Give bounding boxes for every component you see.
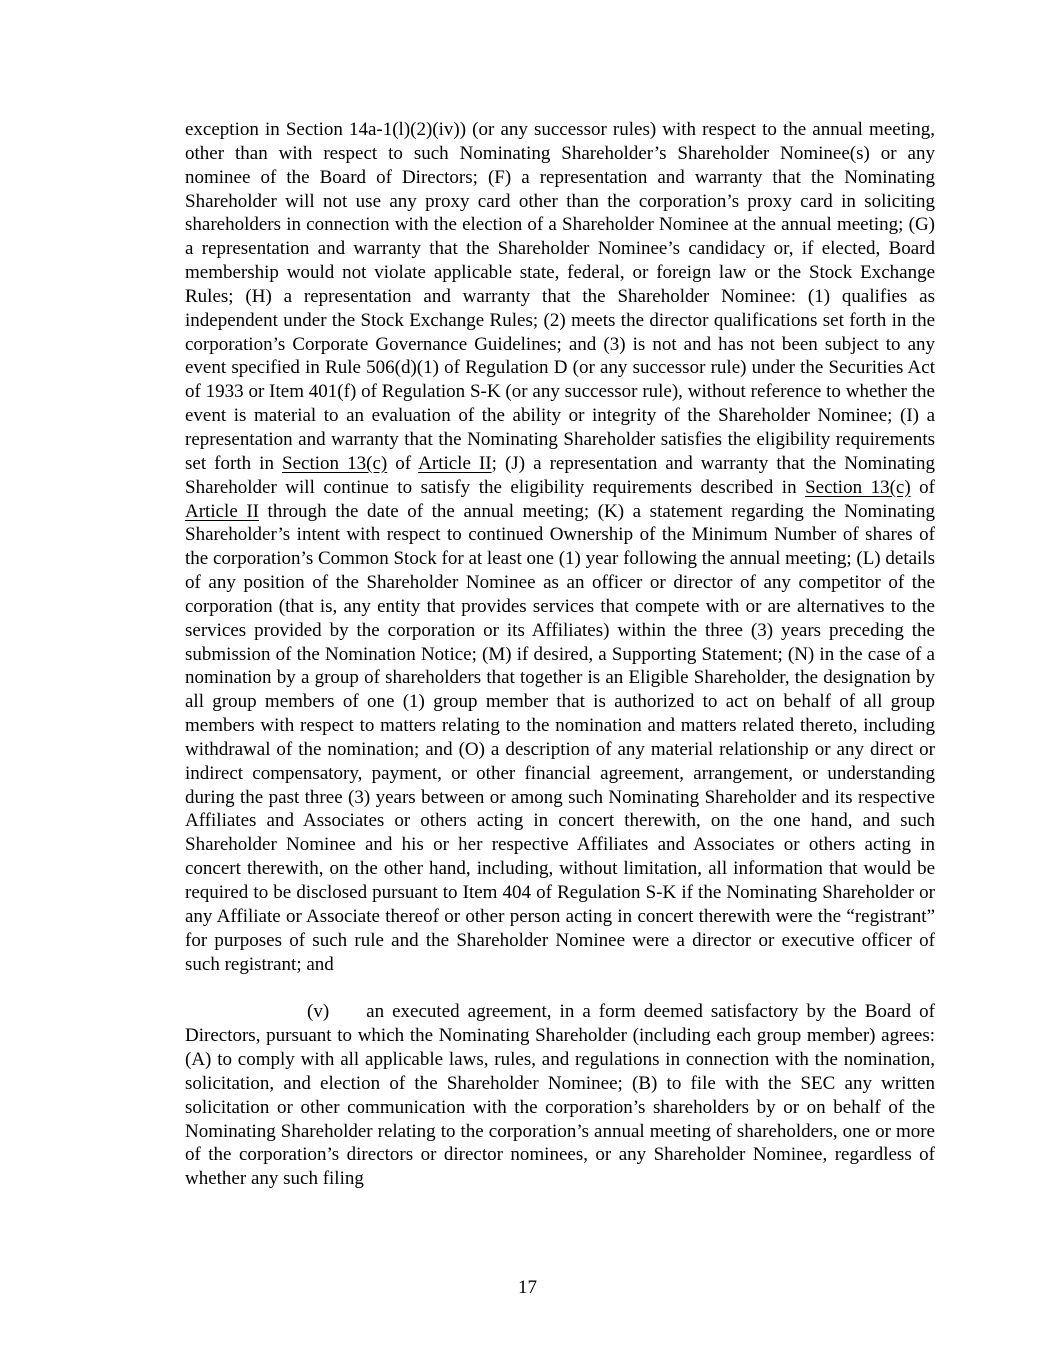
page-body <box>185 118 935 1191</box>
text-segment: (v) <box>307 1001 330 1023</box>
text-segment: through the date of the annual meeting; (K) a statement regarding the Nominating Shareholder’s intent with respect to continued Ownership of the Minimum Number of shares of the corporation’s Common Stock for at least one (1) year following the annual meeting; (L) details of any position of the Shareholder Nominee as an officer or director of any competitor of the corporation (that is, any entity that provides services that compete with or are alternatives to the services provided by the corporation or its Affiliates) within the three (3) years preceding the submission of the Nomination Notice; (M) if desired, a Supporting Statement; (N) in the case of a nomination by a group of shareholders that together is an Eligible Shareholder, the designation by all group members of one (1) group member that is authorized to act on behalf of all group members with respect to matters relating to the nomination and matters related thereto, including withdrawal of the nomination; and (O) a description of any material relationship or any direct or indirect compensatory, payment, or other financial agreement, arrangement, or understanding during the past three (3) years between or among such Nominating Shareholder and its respective Affiliates and Associates or others acting in concert therewith, on the one hand, and such Shareholder Nominee and his or her respective Affiliates and Associates or others acting in concert therewith, on the other hand, including, without limitation, all information that would be required to be disclosed pursuant to Item 404 of Regulation S-K if the Nominating Shareholder or any Affiliate or Associate thereof or other person acting in concert therewith were the “registrant” for purposes of such rule and the Shareholder Nominee were a director or executive officer of such registrant; and <box>185 500 935 975</box>
text-segment: exception in Section 14a-1(l)(2)(iv)) (or any successor rules) with respect to the annual meeting, other than with respect to such Nominating Shareholder’s Shareholder Nominee(s) or any nominee of the Board of Directors; (F) a representation and warranty that the Nominating Shareholder will not use any proxy card other than the corporation’s proxy card in soliciting shareholders in connection with the election of a Shareholder Nominee at the annual meeting; (G) a representation and warranty that the Shareholder Nominee’s candidacy or, if elected, Board membership would not violate applicable state, federal, or foreign law or the Stock Exchange Rules; (H) a representation and warranty that the Shareholder Nominee: (1) qualifies as independent under the Stock Exchange Rules; (2) meets the director qualifications set forth in the corporation’s Corporate Governance Guidelines; and (3) is not and has not been subject to any event specified in Rule 506(d)(1) of Regulation D (or any successor rule) under the Securities Act of 1933 or Item 401(f) of Regulation S-K (or any successor rule), without reference to whether the event is material to an evaluation of the ability or integrity of the Shareholder Nominee; (I) a representation and warranty that the Nominating Shareholder satisfies the eligibility requirements set forth in <box>185 119 935 474</box>
text-segment: of <box>910 476 936 498</box>
section-reference: Section 13(c) <box>805 476 911 498</box>
section-reference: Article II <box>418 452 492 474</box>
text-segment: an executed agreement, in a form deemed satisfactory by the Board of Directors, pursuant to which the Nominating Shareholder (including each group member) agrees: (A) to comply with all applicable laws, rules, and regulations in connection with the nomination, solicitation, and election of the Shareholder Nominee; (B) to file with the SEC any written solicitation or other communication with the corporation’s shareholders by or on behalf of the Nominating Shareholder relating to the corporation’s annual meeting of shareholders, one or more of the corporation’s directors or director nominees, or any Shareholder Nominee, regardless of whether any such filing <box>185 1001 935 1190</box>
text-segment: of <box>387 452 419 474</box>
section-reference: Section 13(c) <box>282 452 388 474</box>
page-number: 17 <box>518 1277 537 1298</box>
text-segment: ; (J) a representation and warranty that the Nominating Shareholder will continue to satisfy the eligibility requirements described in <box>185 452 936 498</box>
body-paragraph-item-v <box>185 1000 935 1191</box>
body-paragraph-continuation <box>185 118 935 976</box>
section-reference: Article II <box>185 500 259 522</box>
